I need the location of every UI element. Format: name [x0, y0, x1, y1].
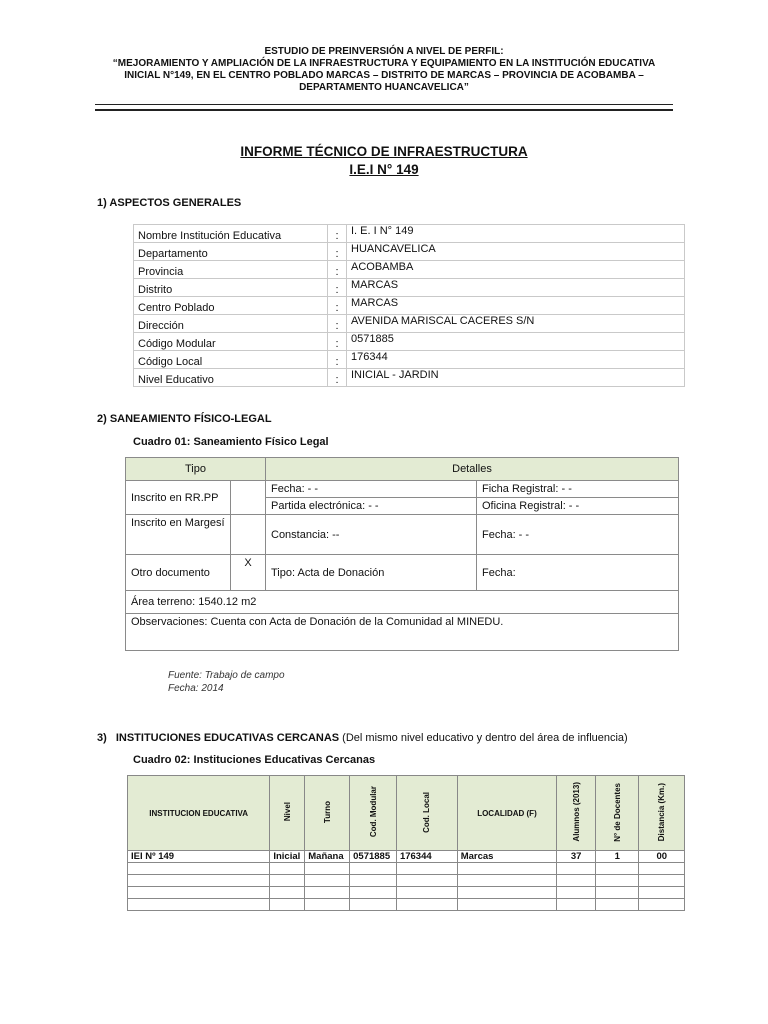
inst-empty-cell [639, 863, 685, 875]
otro-tipo: Tipo: Acta de Donación [266, 555, 477, 591]
rrpp-oficina: Oficina Registral: - - [477, 498, 679, 515]
source-fecha: Fecha: 2014 [168, 683, 224, 694]
header-rule-thin [95, 104, 673, 105]
header-rule-thick [95, 109, 673, 111]
inst-empty-row [128, 863, 685, 875]
general-value: AVENIDA MARISCAL CACERES S/N [347, 315, 685, 333]
general-value: HUANCAVELICA [347, 243, 685, 261]
inst-empty-cell [557, 863, 596, 875]
col-tipo: Tipo [126, 458, 266, 481]
otro-fecha: Fecha: [477, 555, 679, 591]
general-value: MARCAS [347, 297, 685, 315]
inst-empty-cell [457, 863, 556, 875]
inst-cell: 0571885 [350, 851, 397, 863]
general-sep: : [328, 225, 347, 243]
inst-empty-cell [457, 899, 556, 911]
inst-col-header [457, 776, 556, 851]
margesi-mark [231, 515, 266, 555]
inst-empty-cell [639, 899, 685, 911]
header-line2: “MEJORAMIENTO Y AMPLIACIÓN DE LA INFRAESTRUCTURA Y EQUIPAMIENTO EN LA INSTITUCIÓN EDUCATIVA INICIAL N°149, EN EL CENTRO POBLADO MARCAS – DISTRITO DE MARCAS – PROVINCIA DE ACOBAMBA – DEPARTAMENTO HUANCAVELICA” [112, 58, 656, 93]
report-title [95, 143, 673, 179]
inst-col-label: INSTITUCION EDUCATIVA [149, 808, 249, 818]
general-row [134, 297, 685, 315]
inst-cell: 176344 [396, 851, 457, 863]
report-title-line1: INFORME TÉCNICO DE INFRAESTRUCTURA [240, 144, 528, 159]
report-title-line2: I.E.I N° 149 [349, 162, 419, 177]
rrpp-partida: Partida electrónica: - - [266, 498, 477, 515]
inst-col-label: N° de Docentes [612, 782, 622, 842]
general-row [134, 315, 685, 333]
inst-empty-cell [639, 875, 685, 887]
general-row [134, 333, 685, 351]
general-label: Distrito [134, 279, 328, 297]
inst-empty-cell [305, 875, 350, 887]
inst-col-label: LOCALIDAD (F) [477, 808, 537, 818]
inst-cell: Inicial [270, 851, 305, 863]
inst-cell: Marcas [457, 851, 556, 863]
inst-empty-cell [639, 887, 685, 899]
general-label: Dirección [134, 315, 328, 333]
inst-empty-cell [350, 863, 397, 875]
observaciones: Observaciones: Cuenta con Acta de Donación de la Comunidad al MINEDU. [126, 614, 679, 651]
general-label: Nombre Institución Educativa [134, 225, 328, 243]
area-terreno: Área terreno: 1540.12 m2 [126, 591, 679, 614]
inst-cell: Mañana [305, 851, 350, 863]
inst-empty-cell [350, 887, 397, 899]
general-sep: : [328, 315, 347, 333]
general-row [134, 369, 685, 387]
nearby-institutions-table [127, 775, 685, 911]
inst-empty-cell [457, 875, 556, 887]
otro-mark: X [231, 555, 266, 591]
general-value: 176344 [347, 351, 685, 369]
inst-col-header [305, 776, 350, 851]
general-value: 0571885 [347, 333, 685, 351]
section1-heading: 1) ASPECTOS GENERALES [97, 197, 242, 209]
inst-col-header [128, 776, 270, 851]
general-sep: : [328, 279, 347, 297]
inst-col-label: Nivel [282, 802, 292, 822]
general-sep: : [328, 297, 347, 315]
inst-cell: IEI Nº 149 [128, 851, 270, 863]
general-value: ACOBAMBA [347, 261, 685, 279]
inst-empty-cell [128, 863, 270, 875]
inst-empty-cell [457, 887, 556, 899]
general-sep: : [328, 243, 347, 261]
general-sep: : [328, 333, 347, 351]
general-row [134, 279, 685, 297]
general-label: Código Local [134, 351, 328, 369]
rrpp-ficha: Ficha Registral: - - [477, 481, 679, 498]
inst-empty-cell [128, 899, 270, 911]
general-sep: : [328, 261, 347, 279]
inst-empty-cell [396, 875, 457, 887]
inst-empty-cell [128, 887, 270, 899]
section2-heading: 2) SANEAMIENTO FÍSICO-LEGAL [97, 413, 272, 425]
section3-number: 3) [97, 732, 107, 744]
inst-empty-cell [396, 887, 457, 899]
general-sep: : [328, 369, 347, 387]
table1-caption: Cuadro 01: Saneamiento Físico Legal [133, 436, 329, 448]
document-header [95, 46, 673, 94]
section3-heading [97, 732, 628, 744]
section3-heading-bold: INSTITUCIONES EDUCATIVAS CERCANAS [115, 732, 340, 744]
general-row [134, 225, 685, 243]
otro-label: Otro documento [126, 555, 231, 591]
inst-col-header [639, 776, 685, 851]
inst-empty-cell [557, 875, 596, 887]
inst-empty-cell [596, 899, 639, 911]
inst-empty-cell [270, 899, 305, 911]
inst-col-label: Distancia (Km.) [657, 782, 667, 842]
rrpp-fecha: Fecha: - - [266, 481, 477, 498]
general-row [134, 261, 685, 279]
sanitation-table [125, 457, 679, 651]
inst-empty-cell [396, 863, 457, 875]
inst-empty-cell [270, 875, 305, 887]
general-label: Centro Poblado [134, 297, 328, 315]
general-label: Departamento [134, 243, 328, 261]
inst-cell: 37 [557, 851, 596, 863]
inst-col-label: Turno [322, 800, 332, 824]
inst-col-label: Cod. Modular [368, 786, 378, 838]
inst-empty-cell [270, 863, 305, 875]
inst-empty-cell [305, 863, 350, 875]
table1-source [168, 669, 285, 695]
source-fuente: Fuente: Trabajo de campo [168, 670, 285, 681]
inst-col-label: Cod. Local [422, 791, 432, 833]
inst-empty-cell [305, 899, 350, 911]
general-row [134, 243, 685, 261]
inst-empty-cell [557, 899, 596, 911]
inst-empty-cell [350, 875, 397, 887]
general-row [134, 351, 685, 369]
general-sep: : [328, 351, 347, 369]
general-aspects-table [133, 224, 685, 387]
inst-col-header [596, 776, 639, 851]
inst-empty-cell [350, 899, 397, 911]
general-value: MARCAS [347, 279, 685, 297]
rrpp-mark [231, 481, 266, 515]
section3-heading-rest: (Del mismo nivel educativo y dentro del área de influencia) [339, 732, 628, 744]
margesi-constancia: Constancia: -- [266, 515, 477, 555]
inst-empty-cell [596, 863, 639, 875]
inst-empty-row [128, 899, 685, 911]
inst-empty-cell [557, 887, 596, 899]
inst-empty-row [128, 875, 685, 887]
inst-col-header [396, 776, 457, 851]
inst-col-header [350, 776, 397, 851]
inst-empty-cell [596, 887, 639, 899]
inst-empty-cell [128, 875, 270, 887]
inst-empty-cell [596, 875, 639, 887]
inst-col-header [557, 776, 596, 851]
table2-caption: Cuadro 02: Instituciones Educativas Cercanas [133, 754, 376, 766]
margesi-fecha: Fecha: - - [477, 515, 679, 555]
general-value: INICIAL - JARDIN [347, 369, 685, 387]
general-value: I. E. I N° 149 [347, 225, 685, 243]
inst-cell: 1 [596, 851, 639, 863]
inst-empty-cell [305, 887, 350, 899]
inst-empty-cell [396, 899, 457, 911]
rrpp-label: Inscrito en RR.PP [126, 481, 231, 515]
inst-empty-row [128, 887, 685, 899]
general-label: Código Modular [134, 333, 328, 351]
general-label: Provincia [134, 261, 328, 279]
header-line1: ESTUDIO DE PREINVERSIÓN A NIVEL DE PERFIL: [264, 46, 504, 57]
inst-cell: 00 [639, 851, 685, 863]
inst-col-header [270, 776, 305, 851]
margesi-label: Inscrito en Margesí [126, 515, 231, 555]
inst-col-label: Alumnos (2013) [571, 782, 581, 842]
general-label: Nivel Educativo [134, 369, 328, 387]
col-detalles: Detalles [266, 458, 679, 481]
inst-empty-cell [270, 887, 305, 899]
